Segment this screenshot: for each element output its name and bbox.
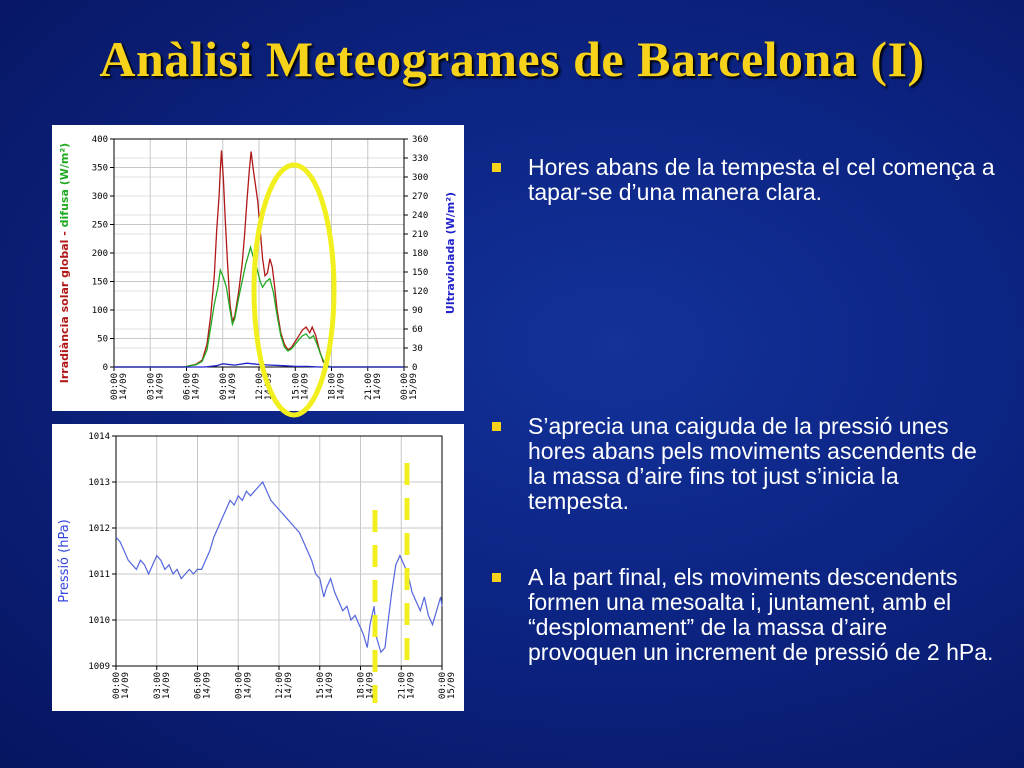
- bullet-marker: [492, 422, 501, 431]
- pressure-x-tick-time: 00:00: [112, 672, 122, 700]
- irradiance-x-tick-date: 14/09: [119, 373, 129, 401]
- pressure-x-tick-date: 14/09: [406, 672, 417, 700]
- bullet-text: Hores abans de la tempesta el cel comença a tapar-se d’una manera clara.: [528, 154, 995, 205]
- pressure-x-tick-label: [234, 672, 253, 699]
- irradiance-x-tick-date: 15/09: [409, 373, 419, 401]
- irradiance-y-title-sep: -: [58, 227, 71, 240]
- irradiance-y-title-global: Irradiància solar global: [58, 239, 71, 384]
- pressure-x-tick-time: 00:00: [438, 672, 448, 700]
- irradiance-y-tick-label: 200: [91, 249, 108, 259]
- irradiance-y-tick-label: 300: [91, 192, 108, 202]
- irradiance-chart-svg: [52, 125, 464, 411]
- uv-y-tick-label: 60: [412, 325, 423, 335]
- irradiance-x-tick-time: 12:00: [255, 373, 265, 401]
- uv-y-tick-label: 210: [412, 230, 429, 240]
- irradiance-y-tick-label: 100: [91, 306, 108, 316]
- pressure-y-tick-label: 1014: [88, 432, 110, 442]
- pressure-x-tick-time: 03:00: [152, 672, 163, 700]
- bullet-text: S’aprecia una caiguda de la pressió unes hores abans pels moviments ascendents de la massa d’aire fins tot just s’inicia la tempesta.: [528, 413, 977, 514]
- irradiance-y-tick-label: 50: [97, 334, 108, 345]
- irradiance-y-tick-label: 150: [91, 277, 108, 288]
- pressure-x-tick-label: [194, 672, 213, 699]
- pressure-x-tick-time: 09:00: [234, 672, 245, 700]
- irradiance-y-title-diffuse: difusa: [58, 189, 71, 228]
- pressure-y-tick-label: 1009: [88, 662, 110, 672]
- irradiance-x-tick-date: 14/09: [264, 373, 274, 401]
- pressure-x-tick-time: 15:00: [315, 672, 326, 700]
- uv-y-tick-label: 240: [412, 211, 429, 221]
- uv-y-tick-label: 0: [412, 363, 418, 373]
- uv-y-tick-label: 300: [412, 173, 429, 183]
- uv-y-tick-label: 120: [412, 287, 429, 297]
- bullet-3: [490, 565, 1000, 665]
- irradiance-x-tick-time: 06:00: [182, 373, 193, 401]
- pressure-x-tick-date: 14/09: [121, 672, 131, 700]
- pressure-x-tick-date: 14/09: [365, 672, 376, 700]
- irradiance-x-tick-date: 14/09: [191, 373, 202, 401]
- irradiance-x-tick-label: [146, 373, 165, 400]
- irradiance-x-tick-time: 18:00: [327, 373, 338, 401]
- irradiance-x-tick-time: 00:00: [400, 373, 410, 401]
- irradiance-chart: [52, 125, 464, 411]
- irradiance-x-tick-label: [364, 373, 383, 400]
- pressure-x-tick-date: 14/09: [284, 672, 294, 700]
- irradiance-y-title-unit: (W/m²): [58, 142, 71, 190]
- uv-y-tick-label: 360: [412, 135, 429, 145]
- pressure-x-tick-time: 21:00: [397, 672, 408, 700]
- bullet-text: A la part final, els moviments descendents formen una mesoalta i, juntament, amb el “desplomament” de la massa d’aire provoquen un increment de pressió de 2 hPa.: [528, 564, 994, 665]
- irradiance-x-tick-label: [183, 373, 202, 400]
- irradiance-x-tick-label: [400, 373, 419, 400]
- pressure-x-tick-time: 12:00: [275, 672, 285, 700]
- pressure-y-tick-label: 1013: [88, 478, 110, 488]
- uv-y-tick-label: 270: [412, 192, 429, 202]
- pressure-x-tick-label: [112, 672, 131, 699]
- irradiance-x-tick-time: 21:00: [363, 373, 374, 401]
- irradiance-x-tick-time: 00:00: [110, 373, 120, 401]
- pressure-y-axis-title: Pressió (hPa): [57, 519, 72, 603]
- irradiance-x-tick-time: 03:00: [146, 373, 157, 401]
- uv-y-axis-title: Ultraviolada (W/m²): [444, 191, 457, 315]
- pressure-x-tick-time: 18:00: [356, 672, 367, 700]
- pressure-x-tick-label: [397, 672, 416, 699]
- pressure-y-tick-label: 1010: [88, 616, 110, 626]
- pressure-x-tick-label: [153, 672, 172, 699]
- irradiance-x-tick-date: 14/09: [372, 373, 383, 401]
- bullet-marker: [492, 573, 501, 582]
- irradiance-x-tick-date: 14/09: [300, 373, 311, 401]
- pressure-y-tick-label: 1012: [88, 524, 110, 534]
- irradiance-y-tick-label: 0: [102, 363, 108, 373]
- pressure-x-tick-label: [357, 672, 376, 699]
- irradiance-y-tick-label: 350: [91, 163, 108, 174]
- irradiance-x-tick-label: [328, 373, 347, 400]
- irradiance-x-tick-label: [110, 373, 129, 400]
- pressure-y-tick-label: 1011: [88, 570, 110, 580]
- irradiance-y-tick-label: 250: [91, 220, 108, 231]
- pressure-x-tick-date: 14/09: [324, 672, 335, 700]
- pressure-x-tick-date: 14/09: [243, 672, 254, 700]
- pressure-x-tick-date: 14/09: [161, 672, 172, 700]
- uv-y-tick-label: 90: [412, 306, 423, 316]
- bullet-2: [490, 414, 1000, 514]
- irradiance-x-tick-label: [219, 373, 238, 400]
- bullet-1: [490, 155, 1000, 205]
- irradiance-x-tick-date: 14/09: [155, 373, 166, 401]
- pressure-x-tick-date: 14/09: [202, 672, 213, 700]
- slide-title: Anàlisi Meteogrames de Barcelona (I): [99, 31, 925, 87]
- uv-y-tick-label: 150: [412, 268, 429, 278]
- pressure-chart: [52, 424, 464, 711]
- pressure-x-tick-label: [275, 672, 294, 699]
- uv-y-tick-label: 30: [412, 344, 423, 354]
- irradiance-x-tick-time: 09:00: [218, 373, 229, 401]
- pressure-x-tick-label: [438, 672, 457, 699]
- irradiance-y-axis-title: [58, 143, 71, 383]
- uv-y-tick-label: 180: [412, 249, 429, 259]
- bullet-marker: [492, 163, 501, 172]
- irradiance-y-tick-label: 400: [91, 135, 108, 145]
- irradiance-x-tick-date: 14/09: [336, 373, 347, 401]
- pressure-x-tick-date: 15/09: [447, 672, 457, 700]
- irradiance-x-tick-label: [291, 373, 310, 400]
- irradiance-x-tick-date: 14/09: [227, 373, 238, 401]
- pressure-chart-svg: [52, 424, 464, 711]
- irradiance-x-tick-label: [255, 373, 274, 400]
- pressure-x-tick-label: [316, 672, 335, 699]
- pressure-x-tick-time: 06:00: [193, 672, 204, 700]
- uv-y-tick-label: 330: [412, 154, 429, 164]
- irradiance-x-tick-time: 15:00: [291, 373, 302, 401]
